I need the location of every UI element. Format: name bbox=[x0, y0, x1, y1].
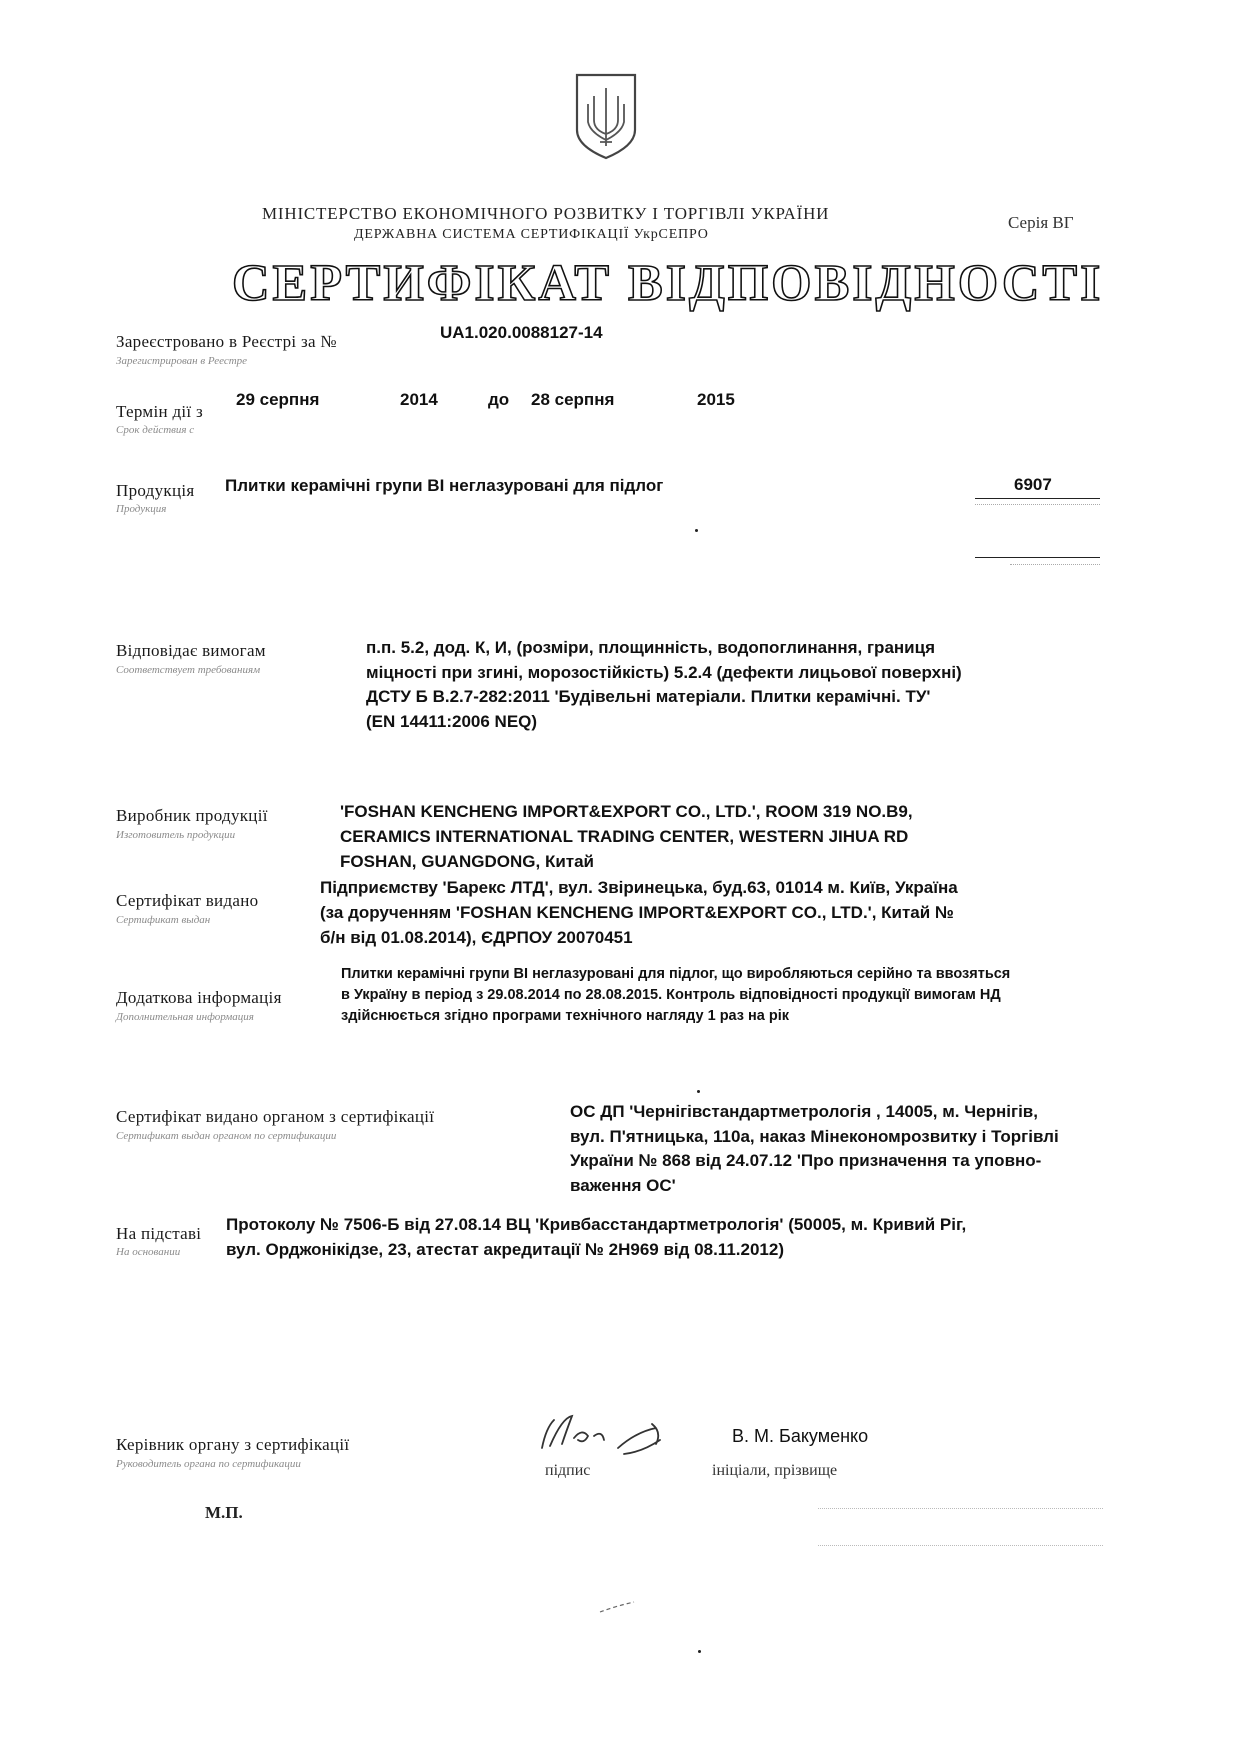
basis-line: вул. Орджонікідзе, 23, атестат акредитації № 2Н969 від 08.11.2012) bbox=[226, 1240, 784, 1259]
certification-system-name: ДЕРЖАВНА СИСТЕМА СЕРТИФІКАЦІЇ УкрСЕПРО bbox=[354, 227, 709, 242]
product-label-sub: Продукция bbox=[116, 503, 167, 515]
issued-to-label-sub: Сертификат выдан bbox=[116, 914, 211, 926]
issuing-body-line: вул. П'ятницька, 110а, наказ Мінекономрозвитку і Торгівлі bbox=[570, 1126, 1059, 1146]
second-faint-code-caption bbox=[1010, 564, 1100, 573]
manufacturer-line: FOSHAN, GUANGDONG, Китай bbox=[340, 852, 595, 871]
faint-footnote bbox=[818, 1508, 1103, 1546]
signer-name: В. М. Бакуменко bbox=[732, 1426, 869, 1446]
product-code: 6907 bbox=[1014, 475, 1052, 494]
coat-of-arms-icon bbox=[574, 72, 638, 160]
code-underline bbox=[975, 498, 1100, 499]
ministry-name: МІНІСТЕРСТВО ЕКОНОМІЧНОГО РОЗВИТКУ І ТОРГІВЛІ УКРАЇНИ bbox=[262, 204, 830, 223]
requirements-line: (EN 14411:2006 NEQ) bbox=[366, 711, 538, 731]
head-label: Керівник органу з сертифікації bbox=[116, 1435, 350, 1454]
issuing-body-label: Сертифікат видано органом з сертифікації bbox=[116, 1107, 435, 1126]
head-label-sub: Руководитель органа по сертификации bbox=[116, 1458, 301, 1470]
manufacturer-label: Виробник продукції bbox=[116, 806, 268, 825]
manufacturer-label-sub: Изготовитель продукции bbox=[116, 829, 236, 841]
basis-value bbox=[226, 1212, 966, 1262]
issuing-body-label-sub: Сертификат выдан органом по сертификации bbox=[116, 1130, 337, 1142]
requirements-label-sub: Соответствует требованиям bbox=[116, 664, 261, 676]
issuing-body-value bbox=[570, 1100, 1059, 1198]
additional-label: Додаткова інформація bbox=[116, 988, 282, 1007]
pen-mark bbox=[598, 1600, 638, 1614]
issued-to-line: Підприємству 'Барекс ЛТД', вул. Звіринецька, буд.63, 01014 м. Київ, Україна bbox=[320, 878, 958, 897]
requirements-line: ДСТУ Б В.2.7-282:2011 'Будівельні матеріали. Плитки керамічні. ТУ' bbox=[366, 687, 931, 706]
faint-code-caption bbox=[975, 504, 1100, 513]
issued-to-line: б/н від 01.08.2014), ЄДРПОУ 20070451 bbox=[320, 928, 633, 947]
additional-line: Плитки керамічні групи BI неглазуровані для підлог, що виробляються серійно та ввозяться bbox=[341, 966, 1011, 982]
additional-value bbox=[341, 964, 1010, 1027]
validity-from-year: 2014 bbox=[400, 390, 438, 409]
registry-label: Зареєстровано в Реєстрі за № bbox=[116, 332, 337, 351]
second-code-underline bbox=[975, 557, 1100, 558]
additional-label-sub: Дополнительная информация bbox=[116, 1011, 254, 1023]
issued-to-line: (за дорученням 'FOSHAN KENCHENG IMPORT&EXPORT CO., LTD.', Китай № bbox=[320, 903, 954, 922]
stamp-label: М.П. bbox=[205, 1503, 243, 1522]
signature-caption: підпис bbox=[545, 1462, 591, 1479]
validity-to-day: 28 серпня bbox=[531, 390, 615, 409]
basis-label: На підставі bbox=[116, 1224, 202, 1243]
additional-line: здійснюється згідно програми технічного нагляду 1 раз на рік bbox=[341, 1008, 790, 1024]
manufacturer-value bbox=[340, 799, 913, 874]
validity-to-word: до bbox=[488, 390, 510, 409]
requirements-value bbox=[366, 636, 962, 734]
validity-from-day: 29 серпня bbox=[236, 390, 320, 409]
requirements-label: Відповідає вимогам bbox=[116, 641, 266, 660]
validity-label-sub: Срок действия с bbox=[116, 424, 195, 436]
manufacturer-line: CERAMICS INTERNATIONAL TRADING CENTER, WESTERN JIHUA RD bbox=[340, 827, 909, 846]
issuing-body-line: важення ОС' bbox=[570, 1175, 676, 1195]
issuing-body-line: ОС ДП 'Чернігівстандартметрологія , 14005, м. Чернігів, bbox=[570, 1102, 1038, 1121]
validity-label: Термін дії з bbox=[116, 402, 204, 421]
issuing-body-line: України № 868 від 24.07.12 'Про призначення та уповно- bbox=[570, 1151, 1042, 1170]
stray-dot bbox=[698, 1650, 701, 1653]
stray-dot bbox=[697, 1090, 700, 1093]
stray-dot bbox=[695, 529, 698, 532]
validity-to-year: 2015 bbox=[697, 390, 735, 409]
basis-line: Протоколу № 7506-Б від 27.08.14 ВЦ 'Кривбасстандартметрологія' (50005, м. Кривий Ріг, bbox=[226, 1215, 967, 1234]
issued-to-value bbox=[320, 875, 958, 950]
page-title: СЕРТИФІКАТ ВІДПОВІДНОСТІ bbox=[232, 255, 1104, 312]
registry-number: UA1.020.0088127-14 bbox=[440, 323, 603, 342]
issued-to-label: Сертифікат видано bbox=[116, 891, 259, 910]
product-label: Продукція bbox=[116, 481, 195, 500]
additional-line: в Україну в період з 29.08.2014 по 28.08.2015. Контроль відповідності продукції вимогам НД bbox=[341, 987, 1001, 1003]
requirements-line: п.п. 5.2, дод. К, И, (розміри, площинність, водопоглинання, границя bbox=[366, 638, 935, 657]
handwritten-signature bbox=[532, 1410, 682, 1465]
series-label: Серія ВГ bbox=[1008, 213, 1074, 232]
name-caption: ініціали, прізвище bbox=[712, 1462, 838, 1479]
requirements-line: міцності при згині, морозостійкість) 5.2.4 (дефекти лицьової поверхні) bbox=[366, 662, 962, 682]
basis-label-sub: На основании bbox=[116, 1246, 181, 1258]
product-value: Плитки керамічні групи BI неглазуровані для підлог bbox=[225, 476, 664, 495]
manufacturer-line: 'FOSHAN KENCHENG IMPORT&EXPORT CO., LTD.', ROOM 319 NO.B9, bbox=[340, 802, 913, 821]
registry-label-sub: Зарегистрирован в Реестре bbox=[116, 355, 248, 367]
